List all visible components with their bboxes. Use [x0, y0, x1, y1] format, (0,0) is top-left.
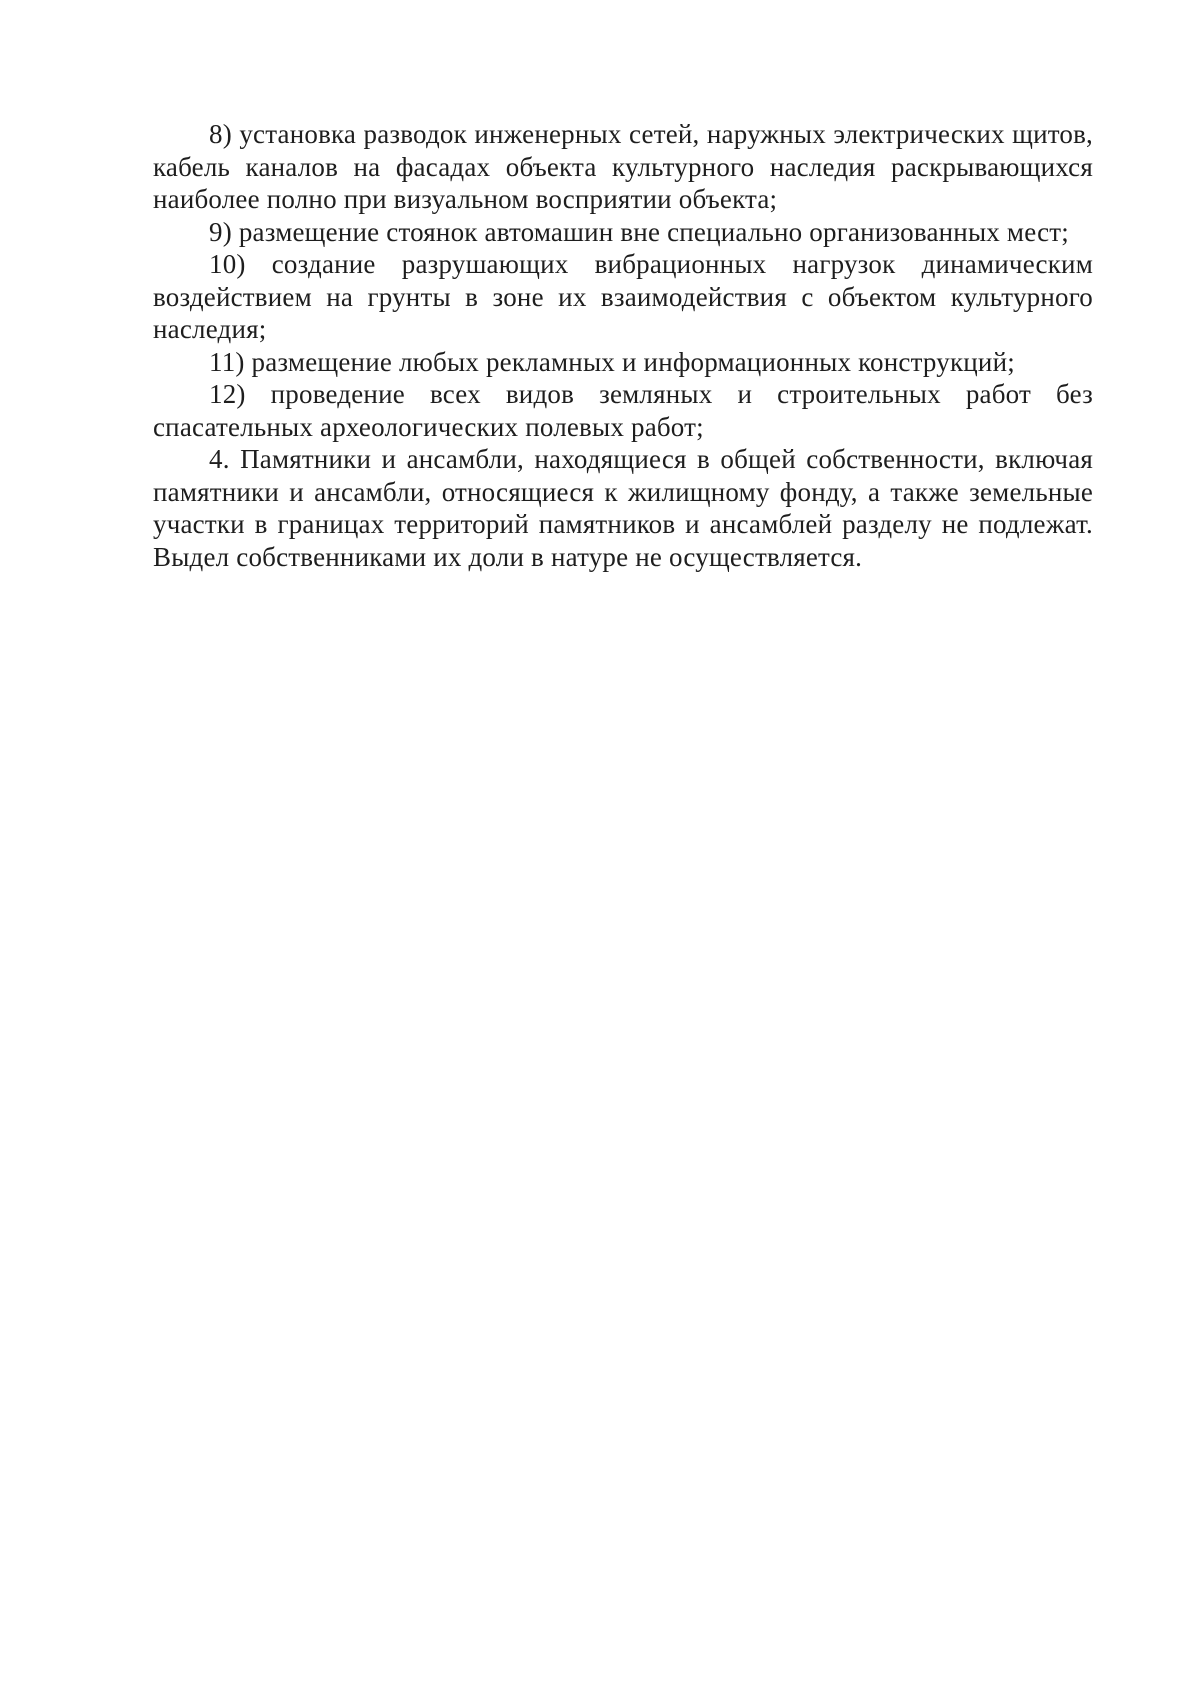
paragraph-item-9: 9) размещение стоянок автомашин вне специально организованных мест; [209, 216, 1069, 247]
paragraph-item-10: 10) создание разрушающих вибрационных нагрузок динамическим воздействием на грунты в зоне их взаимодействия с объектом культурного наследия; [153, 249, 1093, 344]
paragraph-section-4: 4. Памятники и ансамбли, находящиеся в общей собственности, включая памятники и ансамбли, относящиеся к жилищному фонду, а также земельные участки в границах территорий памятников и ансамблей разделу не подлежат. Выдел собственниками их доли в натуре не осуществляется. [153, 444, 1093, 572]
paragraph-item-11: 11) размещение любых рекламных и информационных конструкций; [209, 346, 1015, 377]
document-body [153, 118, 1093, 573]
paragraph-item-12: 12) проведение всех видов земляных и строительных работ без спасательных археологических полевых работ; [153, 379, 1093, 442]
paragraph-item-8: 8) установка разводок инженерных сетей, наружных электрических щитов, кабель каналов на фасадах объекта культурного наследия раскрывающихся наиболее полно при визуальном восприятии объекта; [153, 119, 1093, 214]
